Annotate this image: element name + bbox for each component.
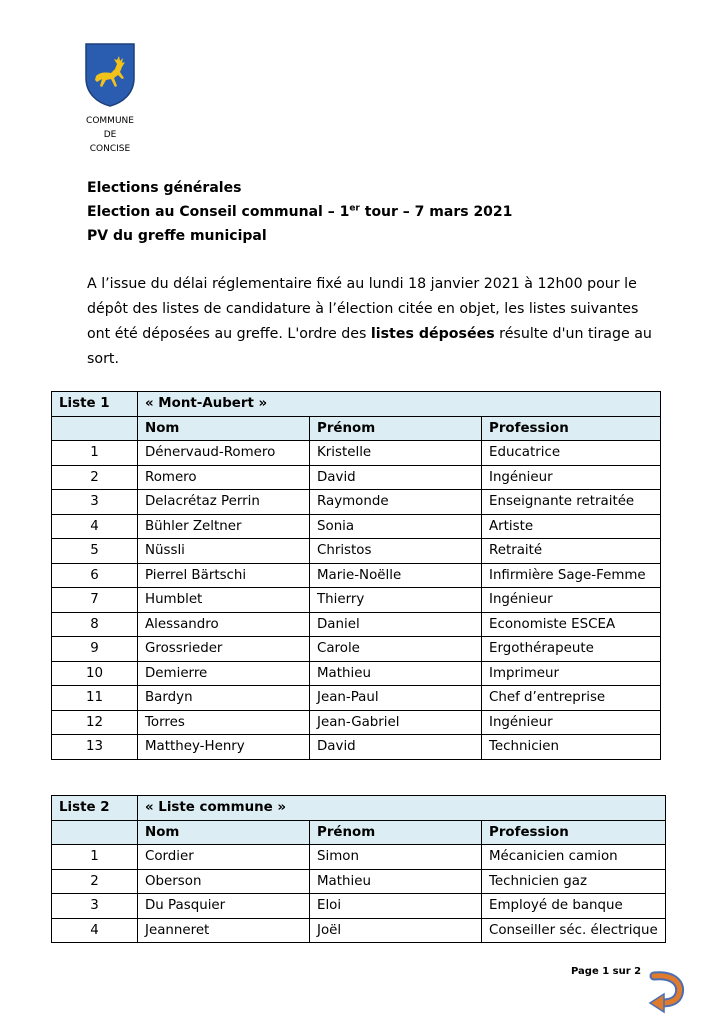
table-row bbox=[52, 735, 661, 760]
candidate-number: 8 bbox=[52, 612, 138, 637]
list-label: Liste 2 bbox=[52, 796, 138, 821]
candidate-nom: Delacrétaz Perrin bbox=[138, 490, 310, 515]
candidate-profession: Imprimeur bbox=[482, 661, 661, 686]
candidate-number: 1 bbox=[52, 845, 138, 870]
candidate-nom: Dénervaud-Romero bbox=[138, 441, 310, 466]
candidate-number: 10 bbox=[52, 661, 138, 686]
candidate-number: 4 bbox=[52, 918, 138, 943]
table-row bbox=[52, 661, 661, 686]
candidate-prenom: Mathieu bbox=[310, 869, 482, 894]
candidate-table-list-2 bbox=[51, 795, 666, 943]
column-header-row bbox=[52, 416, 661, 441]
title-line-2-text-after: tour – 7 mars 2021 bbox=[359, 204, 513, 220]
candidate-prenom: David bbox=[310, 735, 482, 760]
table-row bbox=[52, 465, 661, 490]
column-header-prenom: Prénom bbox=[310, 820, 482, 845]
table-row bbox=[52, 441, 661, 466]
candidate-profession: Educatrice bbox=[482, 441, 661, 466]
title-line-2 bbox=[87, 200, 512, 224]
title-line-2-text: Election au Conseil communal – 1 bbox=[87, 204, 350, 220]
table-row bbox=[52, 612, 661, 637]
list-body bbox=[52, 845, 666, 943]
candidate-number: 4 bbox=[52, 514, 138, 539]
candidate-nom: Bühler Zeltner bbox=[138, 514, 310, 539]
candidate-prenom: Eloi bbox=[310, 894, 482, 919]
column-header-empty bbox=[52, 820, 138, 845]
intro-bold-text: listes déposées bbox=[370, 326, 495, 342]
commune-label bbox=[70, 114, 150, 156]
column-header-row bbox=[52, 820, 666, 845]
list-name: « Liste commune » bbox=[138, 796, 666, 821]
candidate-nom: Humblet bbox=[138, 588, 310, 613]
candidate-nom: Bardyn bbox=[138, 686, 310, 711]
list-header-row bbox=[52, 392, 661, 417]
document-title bbox=[87, 176, 512, 248]
commune-line: CONCISE bbox=[89, 144, 131, 154]
candidate-nom: Romero bbox=[138, 465, 310, 490]
column-header-nom: Nom bbox=[138, 820, 310, 845]
candidate-prenom: Sonia bbox=[310, 514, 482, 539]
table-row bbox=[52, 894, 666, 919]
candidate-nom: Demierre bbox=[138, 661, 310, 686]
candidate-profession: Ingénieur bbox=[482, 465, 661, 490]
candidate-profession: Ingénieur bbox=[482, 588, 661, 613]
candidate-prenom: Christos bbox=[310, 539, 482, 564]
candidate-prenom: Mathieu bbox=[310, 661, 482, 686]
candidate-nom: Matthey-Henry bbox=[138, 735, 310, 760]
candidate-number: 3 bbox=[52, 490, 138, 515]
list-label: Liste 1 bbox=[52, 392, 138, 417]
candidate-number: 1 bbox=[52, 441, 138, 466]
candidate-prenom: Simon bbox=[310, 845, 482, 870]
table-row bbox=[52, 686, 661, 711]
candidate-profession: Artiste bbox=[482, 514, 661, 539]
candidate-prenom: Carole bbox=[310, 637, 482, 662]
table-row bbox=[52, 845, 666, 870]
candidate-number: 13 bbox=[52, 735, 138, 760]
candidate-prenom: Kristelle bbox=[310, 441, 482, 466]
candidate-profession: Employé de banque bbox=[482, 894, 666, 919]
candidate-prenom: Marie-Noëlle bbox=[310, 563, 482, 588]
table-row bbox=[52, 563, 661, 588]
candidate-prenom: David bbox=[310, 465, 482, 490]
candidate-profession: Technicien bbox=[482, 735, 661, 760]
candidate-prenom: Jean-Gabriel bbox=[310, 710, 482, 735]
title-line-1: Elections générales bbox=[87, 180, 242, 196]
list-name: « Mont-Aubert » bbox=[138, 392, 661, 417]
candidate-nom: Jeanneret bbox=[138, 918, 310, 943]
candidate-prenom: Joël bbox=[310, 918, 482, 943]
candidate-prenom: Thierry bbox=[310, 588, 482, 613]
candidate-profession: Retraité bbox=[482, 539, 661, 564]
candidate-prenom: Daniel bbox=[310, 612, 482, 637]
column-header-prenom: Prénom bbox=[310, 416, 482, 441]
list-header-row bbox=[52, 796, 666, 821]
candidate-profession: Chef d’entreprise bbox=[482, 686, 661, 711]
candidate-number: 5 bbox=[52, 539, 138, 564]
candidate-nom: Alessandro bbox=[138, 612, 310, 637]
table-row bbox=[52, 918, 666, 943]
candidate-nom: Oberson bbox=[138, 869, 310, 894]
candidate-profession: Enseignante retraitée bbox=[482, 490, 661, 515]
intro-paragraph bbox=[87, 272, 659, 372]
candidate-profession: Technicien gaz bbox=[482, 869, 666, 894]
candidate-prenom: Raymonde bbox=[310, 490, 482, 515]
intro-text: A l’issue du délai réglementaire fixé au lundi 18 janvier 2021 à 12h00 pour le dépôt des listes de candidature à l’élection citée en objet, les listes suivantes ont été déposées au greffe. L'ordre des bbox=[87, 276, 639, 342]
candidate-number: 2 bbox=[52, 869, 138, 894]
commune-line: COMMUNE bbox=[86, 116, 134, 126]
candidate-number: 12 bbox=[52, 710, 138, 735]
column-header-profession: Profession bbox=[482, 820, 666, 845]
candidate-nom: Grossrieder bbox=[138, 637, 310, 662]
candidate-prenom: Jean-Paul bbox=[310, 686, 482, 711]
candidate-nom: Pierrel Bärtschi bbox=[138, 563, 310, 588]
column-header-profession: Profession bbox=[482, 416, 661, 441]
table-row bbox=[52, 637, 661, 662]
candidate-number: 6 bbox=[52, 563, 138, 588]
candidate-profession: Conseiller séc. électrique bbox=[482, 918, 666, 943]
candidate-nom: Torres bbox=[138, 710, 310, 735]
candidate-profession: Mécanicien camion bbox=[482, 845, 666, 870]
intro-text-after: résulte d'un tirage au sort. bbox=[87, 326, 652, 367]
candidate-profession: Ergothérapeute bbox=[482, 637, 661, 662]
table-row bbox=[52, 539, 661, 564]
table-row bbox=[52, 490, 661, 515]
candidate-table-list-1 bbox=[51, 391, 661, 760]
candidate-number: 7 bbox=[52, 588, 138, 613]
column-header-nom: Nom bbox=[138, 416, 310, 441]
table-row bbox=[52, 588, 661, 613]
candidate-profession: Economiste ESCEA bbox=[482, 612, 661, 637]
table-row bbox=[52, 514, 661, 539]
candidate-number: 2 bbox=[52, 465, 138, 490]
title-line-2-sup: er bbox=[349, 203, 360, 214]
title-line-3: PV du greffe municipal bbox=[87, 228, 267, 244]
candidate-number: 9 bbox=[52, 637, 138, 662]
candidate-nom: Du Pasquier bbox=[138, 894, 310, 919]
column-header-empty bbox=[52, 416, 138, 441]
commune-line: DE bbox=[103, 130, 117, 140]
list-body bbox=[52, 441, 661, 760]
candidate-nom: Nüssli bbox=[138, 539, 310, 564]
table-row bbox=[52, 869, 666, 894]
curved-next-arrow-icon[interactable] bbox=[646, 970, 686, 1014]
candidate-number: 11 bbox=[52, 686, 138, 711]
candidate-number: 3 bbox=[52, 894, 138, 919]
candidate-nom: Cordier bbox=[138, 845, 310, 870]
page-number: Page 1 sur 2 bbox=[571, 966, 642, 977]
coat-of-arms-icon bbox=[84, 42, 136, 108]
table-row bbox=[52, 710, 661, 735]
candidate-profession: Ingénieur bbox=[482, 710, 661, 735]
candidate-profession: Infirmière Sage-Femme bbox=[482, 563, 661, 588]
